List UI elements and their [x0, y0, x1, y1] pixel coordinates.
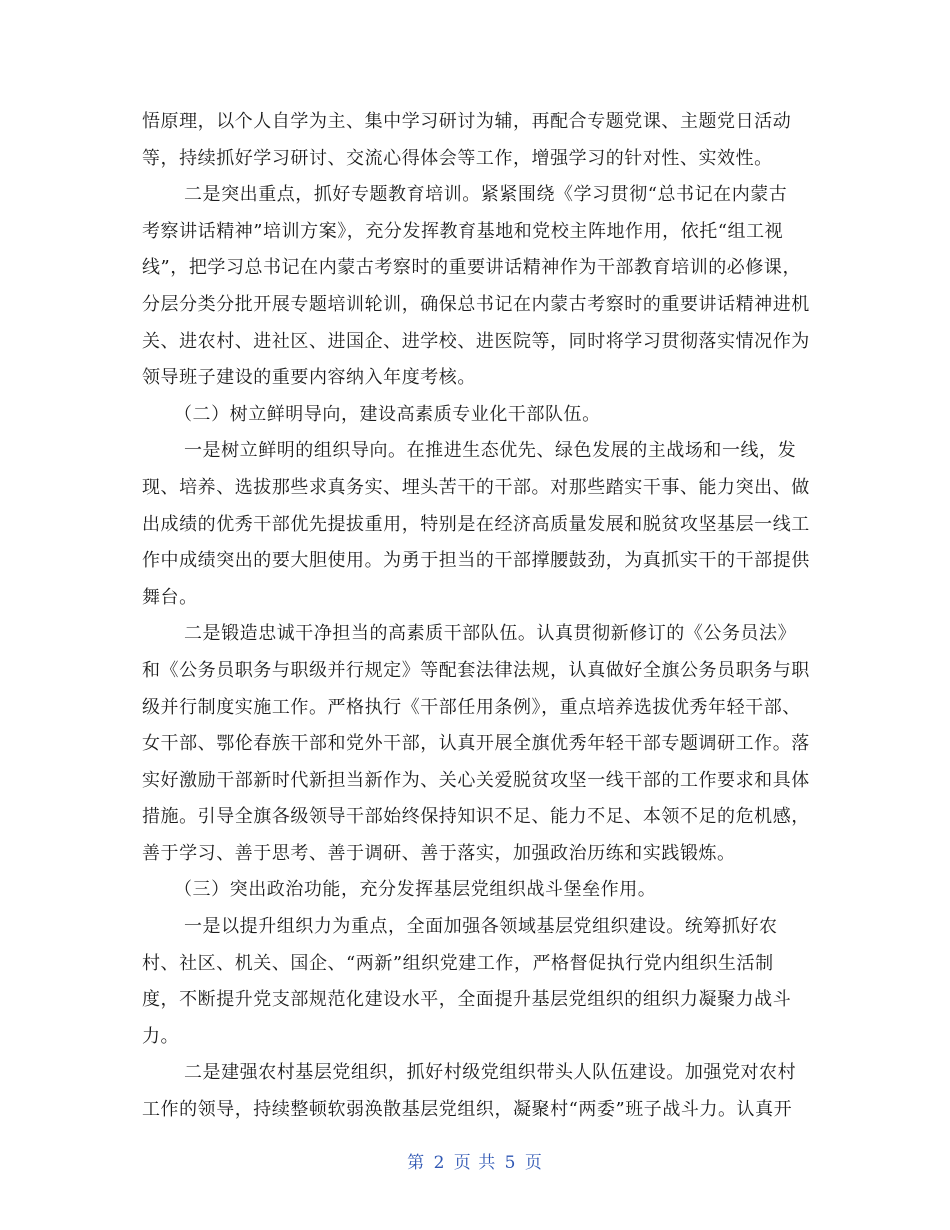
body-line: 分层分类分批开展专题培训轮训，确保总书记在内蒙古考察时的重要讲话精神进机	[142, 293, 810, 315]
paragraph-start: 二是建强农村基层党组织，抓好村级党组织带头人队伍建设。加强党对农村	[184, 1062, 797, 1084]
page-number-footer	[0, 1148, 950, 1173]
body-line: 等，持续抓好学习研讨、交流心得体会等工作，增强学习的针对性、实效性。	[142, 147, 773, 169]
paragraph-start: 一是以提升组织力为重点，全面加强各领域基层党组织建设。统筹抓好农	[184, 916, 778, 938]
paragraph-start: 一是树立鲜明的组织导向。在推进生态优先、绿色发展的主战场和一线，发	[184, 440, 797, 462]
body-line: 措施。引导全旗各级领导干部始终保持知识不足、能力不足、本领不足的危机感，	[142, 806, 810, 828]
body-line: 力。	[142, 1025, 180, 1047]
body-line: 工作的领导，持续整顿软弱涣散基层党组织，凝聚村“两委”班子战斗力。认真开	[142, 1099, 793, 1121]
body-line: 关、进农村、进社区、进国企、进学校、进医院等，同时将学习贯彻落实情况作为	[142, 330, 810, 352]
current-page-number: 2	[433, 1153, 446, 1173]
body-line: 度，不断提升党支部规范化建设水平，全面提升基层党组织的组织力凝聚力战斗	[142, 989, 792, 1011]
body-line: 现、培养、选拔那些求真务实、埋头苦干的干部。对那些踏实干事、能力突出、做	[142, 476, 810, 498]
body-line: 悟原理，以个人自学为主、集中学习研讨为辅，再配合专题党课、主题党日活动	[142, 111, 792, 132]
body-line: 舞台。	[142, 586, 198, 608]
body-line: 村、社区、机关、国企、“两新”组织党建工作，严格督促执行党内组织生活制	[142, 952, 774, 974]
total-pages-number: 5	[504, 1153, 517, 1173]
body-line: 实好激励干部新时代新担当新作为、关心关爱脱贫攻坚一线干部的工作要求和具体	[142, 769, 810, 791]
body-line: 线”，把学习总书记在内蒙古考察时的重要讲话精神作为干部教育培训的必修课，	[142, 257, 801, 279]
body-line: 领导班子建设的重要内容纳入年度考核。	[142, 367, 476, 389]
page-label-suffix: 页	[524, 1153, 543, 1173]
page-label-prefix: 第	[407, 1153, 426, 1173]
body-line: 女干部、鄂伦春族干部和党外干部，认真开展全旗优秀年轻干部专题调研工作。落	[142, 733, 810, 755]
body-line: 出成绩的优秀干部优先提拔重用，特别是在经济高质量发展和脱贫攻坚基层一线工	[142, 513, 810, 535]
section-heading: （三）突出政治功能，充分发挥基层党组织战斗堡垒作用。	[174, 879, 657, 901]
paragraph-start: 二是锻造忠诚干净担当的高素质干部队伍。认真贯彻新修订的《公务员法》	[184, 623, 797, 645]
body-line: 考察讲话精神”培训方案》，充分发挥教育基地和党校主阵地作用，依托“组工视	[142, 220, 784, 242]
body-line: 作中成绩突出的要大胆使用。为勇于担当的干部撑腰鼓劲，为真抓实干的干部提供	[142, 550, 810, 572]
page-label-mid: 页 共	[453, 1153, 497, 1173]
section-heading: （二）树立鲜明导向，建设高素质专业化干部队伍。	[174, 403, 601, 425]
document-body	[142, 104, 814, 1129]
body-line: 级并行制度实施工作。严格执行《干部任用条例》，重点培养选拔优秀年轻干部、	[142, 696, 801, 718]
body-line: 和《公务员职务与职级并行规定》等配套法律法规，认真做好全旗公务员职务与职	[142, 659, 810, 681]
paragraph-start: 二是突出重点，抓好专题教育培训。紧紧围绕《学习贯彻“总书记在内蒙古	[184, 184, 788, 206]
body-line: 善于学习、善于思考、善于调研、善于落实，加强政治历练和实践锻炼。	[142, 842, 736, 864]
